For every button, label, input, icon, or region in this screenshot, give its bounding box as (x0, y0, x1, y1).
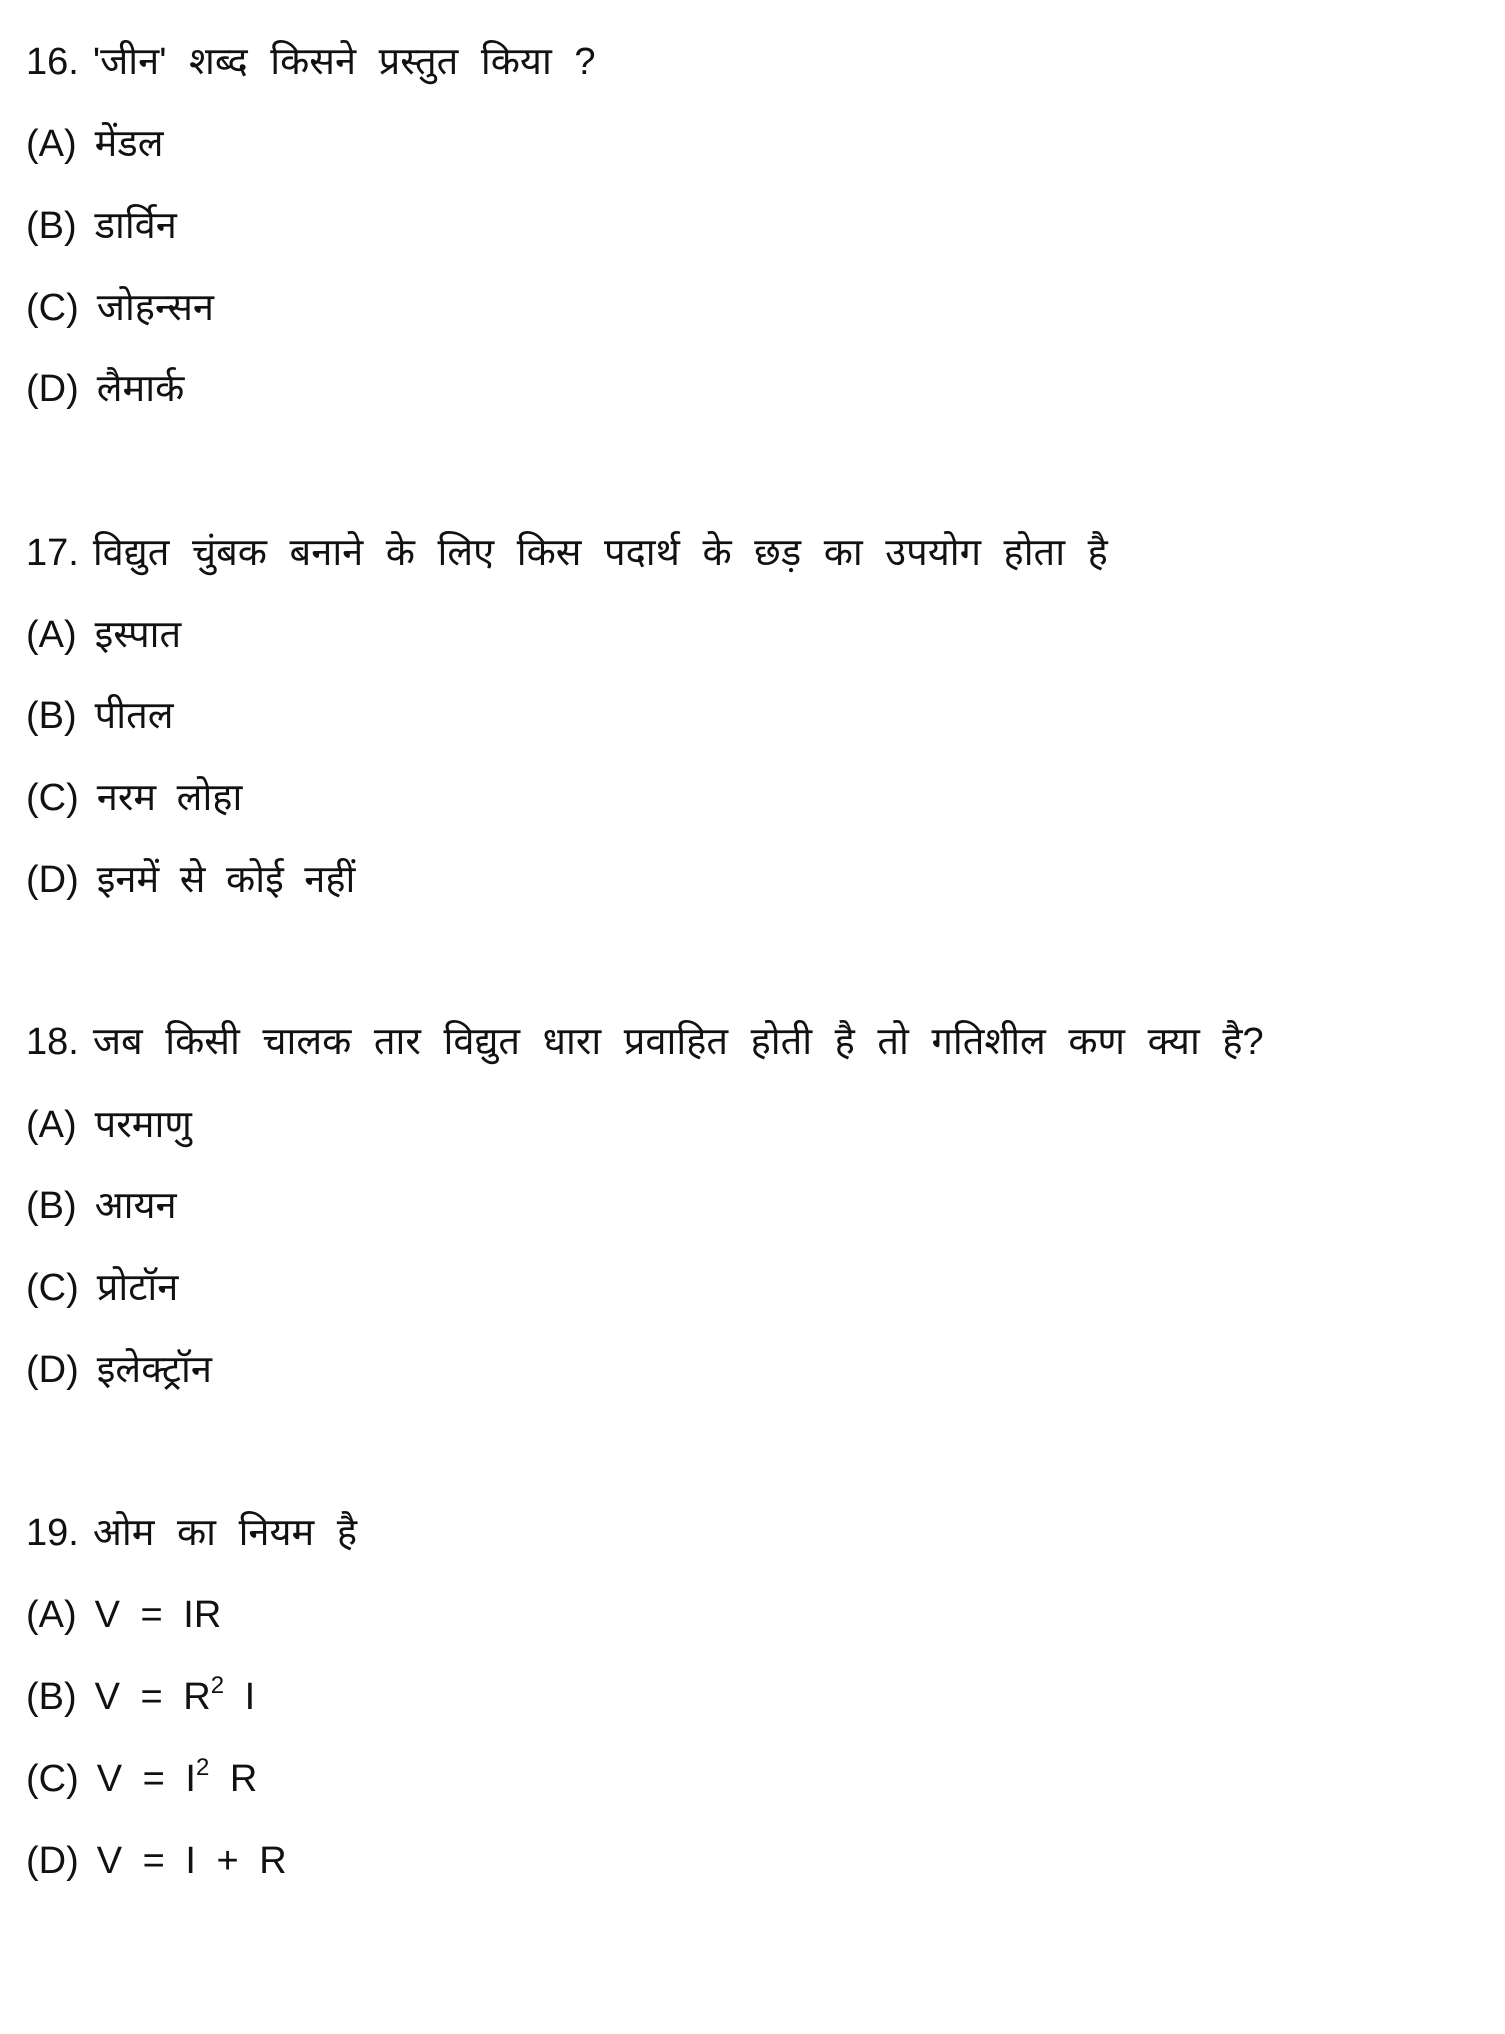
option-18-c (26, 1265, 178, 1311)
option-16-c (26, 285, 214, 331)
option-text: लैमार्क (96, 368, 185, 410)
question-number: 18. (26, 1021, 79, 1063)
question-text: जब किसी चालक तार विद्युत धारा प्रवाहित होती है तो गतिशील कण क्या है? (92, 1021, 1264, 1063)
option-text: परमाणु (94, 1104, 192, 1146)
option-label: (C) (26, 1267, 79, 1309)
option-19-c (26, 1756, 257, 1802)
option-label: (A) (26, 123, 77, 165)
option-text: प्रोटॉन (96, 1267, 179, 1309)
option-label: (A) (26, 1104, 77, 1146)
option-18-b (26, 1183, 177, 1229)
option-label: (D) (26, 368, 79, 410)
option-17-c (26, 775, 242, 821)
option-18-a (26, 1102, 192, 1148)
option-text: इनमें से कोई नहीं (96, 859, 356, 901)
option-text: आयन (94, 1185, 177, 1227)
option-19-d (26, 1838, 287, 1884)
question-19 (26, 1510, 357, 1556)
option-text: V = I + R (96, 1840, 287, 1882)
option-label: (B) (26, 1185, 77, 1227)
question-number: 16. (26, 41, 79, 83)
question-18 (26, 1019, 1264, 1065)
option-label: (A) (26, 1594, 77, 1636)
option-17-d (26, 857, 355, 903)
option-19-a (26, 1592, 221, 1638)
option-label: (C) (26, 777, 79, 819)
question-text: विद्युत चुंबक बनाने के लिए किस पदार्थ के छड़ का उपयोग होता है (92, 532, 1108, 574)
option-17-a (26, 612, 181, 658)
option-label: (A) (26, 614, 77, 656)
option-label: (C) (26, 1758, 79, 1800)
option-16-d (26, 366, 184, 412)
option-16-b (26, 203, 177, 249)
option-text: V = IR (94, 1594, 222, 1636)
option-label: (B) (26, 205, 77, 247)
option-label: (D) (26, 1840, 79, 1882)
option-label: (B) (26, 1676, 77, 1718)
option-label: (B) (26, 695, 77, 737)
option-formula-exponent: 2 (195, 1754, 210, 1781)
option-text: पीतल (94, 695, 174, 737)
option-17-b (26, 693, 174, 739)
option-formula-tail: R (209, 1758, 258, 1800)
option-formula-exponent: 2 (210, 1672, 225, 1699)
option-formula-base: V = I (96, 1758, 196, 1800)
option-formula-base: V = R (94, 1676, 211, 1718)
option-label: (D) (26, 859, 79, 901)
option-19-b (26, 1674, 255, 1720)
question-text: ओम का नियम है (92, 1512, 357, 1554)
question-16 (26, 39, 596, 85)
option-text: जोहन्सन (96, 287, 214, 329)
question-17 (26, 530, 1108, 576)
option-label: (D) (26, 1349, 79, 1391)
option-text: नरम लोहा (96, 777, 243, 819)
option-label: (C) (26, 287, 79, 329)
question-number: 19. (26, 1512, 79, 1554)
option-16-a (26, 121, 163, 167)
question-text: 'जीन' शब्द किसने प्रस्तुत किया ? (92, 41, 596, 83)
option-text: इलेक्ट्रॉन (96, 1349, 212, 1391)
option-formula-tail: I (224, 1676, 256, 1718)
option-text: मेंडल (94, 123, 164, 165)
question-number: 17. (26, 532, 79, 574)
option-text: डार्विन (94, 205, 177, 247)
option-18-d (26, 1347, 212, 1393)
option-text: इस्पात (94, 614, 182, 656)
